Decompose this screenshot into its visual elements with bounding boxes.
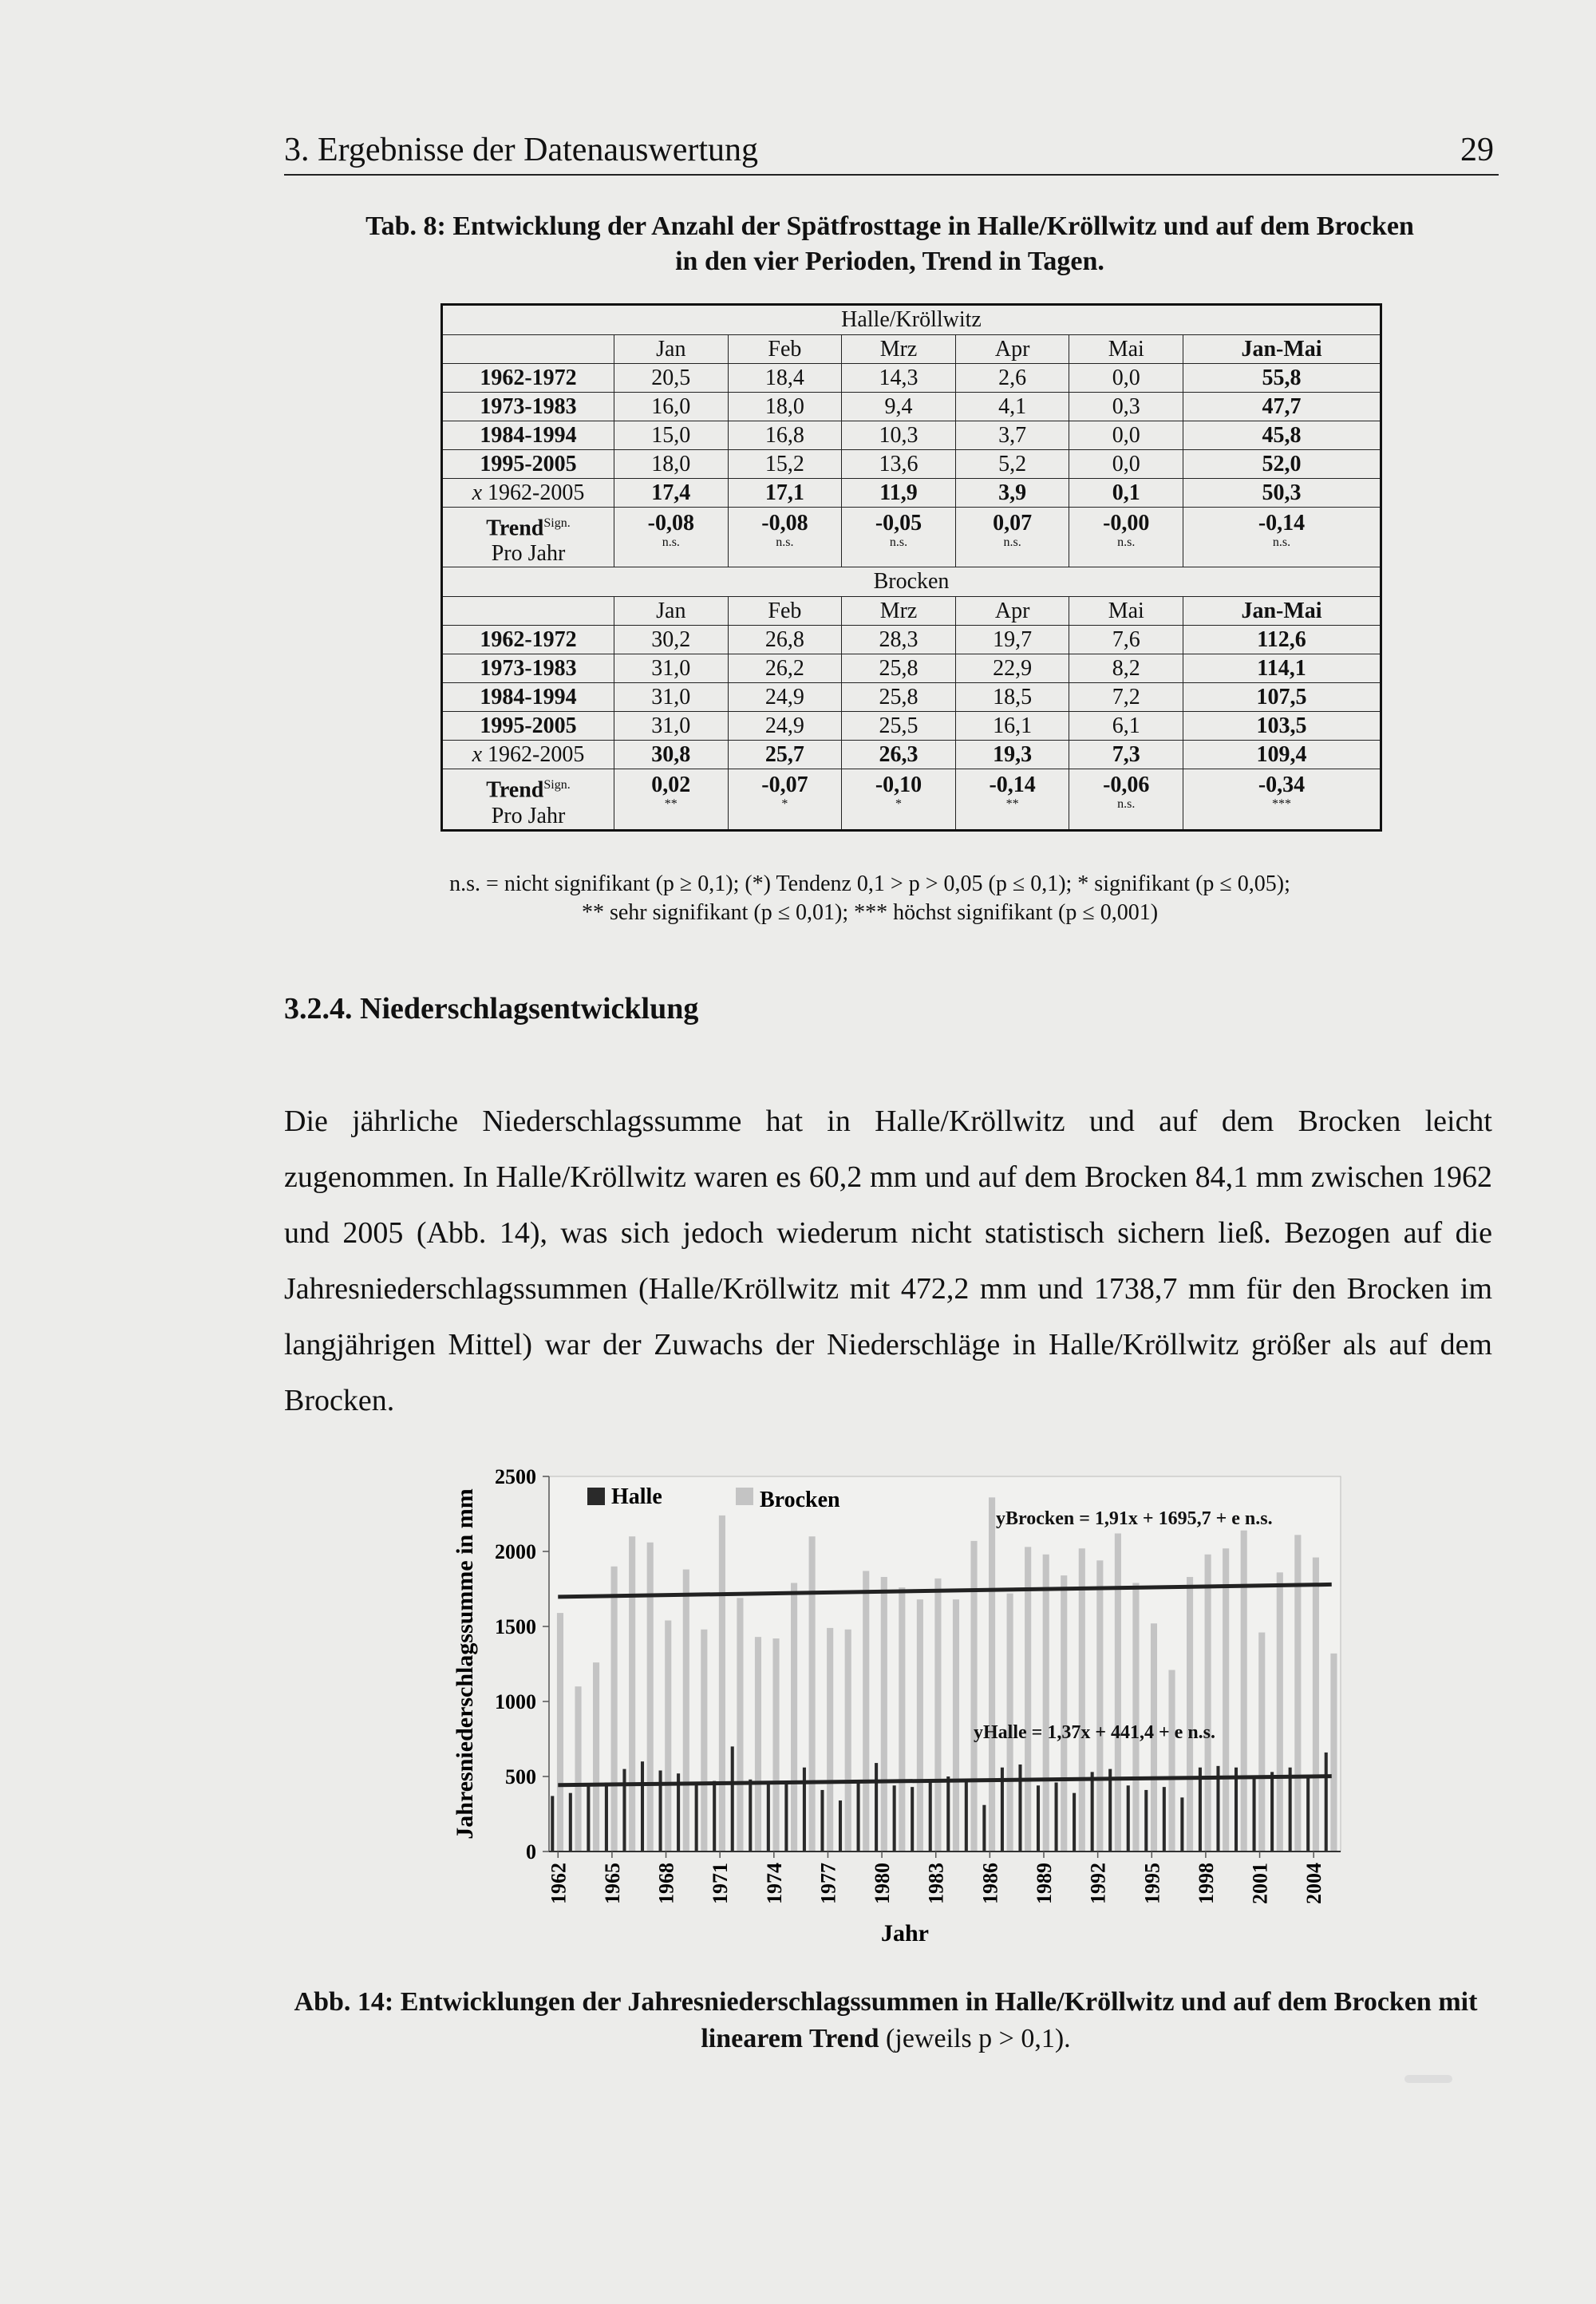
y-tick-label: 1500 <box>495 1615 536 1638</box>
halle-bar <box>713 1781 716 1851</box>
table-cell: 52,0 <box>1183 450 1381 479</box>
legend-swatch-halle <box>587 1488 605 1505</box>
halle-bar <box>695 1783 698 1851</box>
table-cell: 15,0 <box>614 421 729 450</box>
brocken-bar <box>989 1497 995 1851</box>
trend-value: -0,34 <box>1258 773 1306 798</box>
halle-bar <box>551 1796 554 1851</box>
brocken-bar <box>1187 1577 1193 1851</box>
section-header: Brocken <box>442 567 1381 597</box>
x-tick-label: 2004 <box>1302 1863 1326 1904</box>
significance-mark: n.s. <box>1272 535 1291 549</box>
mean-cell: 50,3 <box>1183 479 1381 508</box>
halle-bar <box>1325 1753 1328 1851</box>
halle-bar <box>1199 1768 1202 1851</box>
brocken-bar <box>557 1613 563 1851</box>
trend-value: -0,08 <box>647 511 694 535</box>
table-note-line1: n.s. = nicht signifikant (p ≥ 0,1); (*) Tendenz 0,1 > p > 0,05 (p ≤ 0,1); * signifikant (p ≤ 0,05); <box>449 871 1290 896</box>
halle-bar <box>893 1785 896 1851</box>
table-row <box>442 421 1381 450</box>
table-row <box>442 712 1381 741</box>
halle-bar <box>1073 1793 1076 1851</box>
trend-cell <box>728 508 842 567</box>
table-cell: 0,3 <box>1069 393 1183 421</box>
table-row <box>442 393 1381 421</box>
halle-bar <box>929 1781 932 1851</box>
precipitation-chart <box>431 1460 1357 1955</box>
trend-sign-sup: Sign. <box>543 778 571 792</box>
brocken-bar <box>1168 1670 1175 1851</box>
trend-cell <box>955 508 1069 567</box>
table-cell: 0,0 <box>1069 450 1183 479</box>
legend-label-halle: Halle <box>611 1484 662 1509</box>
mean-cell: 3,9 <box>955 479 1069 508</box>
brocken-bar <box>647 1543 654 1851</box>
section-row <box>442 567 1381 597</box>
halle-bar <box>965 1780 968 1851</box>
brocken-bar <box>917 1599 923 1851</box>
trend-cell <box>614 508 729 567</box>
brocken-bar <box>845 1630 851 1851</box>
column-header: Jan <box>614 597 729 626</box>
halle-bar <box>641 1761 644 1851</box>
trend-value: -0,14 <box>989 773 1036 798</box>
trend-label <box>442 769 614 830</box>
column-header: Apr <box>955 335 1069 364</box>
brocken-bar <box>899 1587 905 1851</box>
x-tick-label: 1965 <box>600 1863 624 1904</box>
halle-bar <box>784 1781 788 1851</box>
brocken-bar <box>1241 1531 1247 1851</box>
significance-mark: * <box>781 797 788 812</box>
halle-bar <box>1018 1765 1021 1851</box>
table-cell: 31,0 <box>614 654 729 683</box>
halle-bar <box>1108 1769 1112 1851</box>
section-title: 3.2.4. Niederschlagsentwicklung <box>284 992 699 1026</box>
significance-mark: n.s. <box>776 535 794 549</box>
table-cell: 55,8 <box>1183 364 1381 393</box>
table-cell: 18,0 <box>728 393 842 421</box>
y-tick-label: 2000 <box>495 1540 536 1563</box>
brocken-bar <box>593 1662 599 1851</box>
halle-bar <box>1235 1768 1238 1851</box>
trend-sign-sup: Sign. <box>543 516 571 530</box>
brocken-bar <box>791 1583 797 1851</box>
halle-bar <box>731 1746 734 1851</box>
period-label: 1995-2005 <box>442 712 614 741</box>
brocken-bar <box>1313 1558 1319 1851</box>
trend-cell <box>728 769 842 830</box>
column-header: Mrz <box>842 597 956 626</box>
halle-bar <box>1091 1772 1094 1851</box>
halle-bar <box>1289 1768 1292 1851</box>
trend-cell <box>614 769 729 830</box>
brocken-bar <box>1277 1572 1283 1851</box>
mean-cell: 109,4 <box>1183 741 1381 769</box>
trend-label <box>442 508 614 567</box>
frost-days-table-wrapper <box>440 303 1382 832</box>
page-header <box>284 128 1499 176</box>
table-cell: 8,2 <box>1069 654 1183 683</box>
mean-period: 1962-2005 <box>482 741 585 767</box>
mean-row <box>442 741 1381 769</box>
section-row <box>442 305 1381 335</box>
table-cell: 25,8 <box>842 683 956 712</box>
mean-cell: 19,3 <box>955 741 1069 769</box>
halle-bar <box>767 1783 770 1851</box>
frost-days-table <box>440 303 1382 832</box>
mean-cell: 25,7 <box>728 741 842 769</box>
x-tick-label: 2001 <box>1248 1863 1272 1904</box>
halle-bar <box>587 1785 590 1851</box>
halle-bar <box>1253 1776 1256 1851</box>
trend-value: -0,06 <box>1103 773 1150 798</box>
trend-value: -0,05 <box>875 511 922 535</box>
brocken-bar <box>1043 1555 1049 1851</box>
table-cell: 0,0 <box>1069 364 1183 393</box>
trend-value: -0,00 <box>1103 511 1150 535</box>
brocken-bar <box>683 1570 689 1851</box>
per-year-label: Pro Jahr <box>491 541 566 567</box>
x-tick-label: 1992 <box>1086 1863 1110 1904</box>
trend-row <box>442 769 1381 830</box>
significance-mark: ** <box>1005 797 1019 812</box>
brocken-trend-label: yBrocken = 1,91x + 1695,7 + e n.s. <box>996 1508 1273 1529</box>
brocken-bar <box>970 1541 977 1851</box>
trend-value: -0,14 <box>1258 511 1306 535</box>
x-tick-label: 1989 <box>1033 1863 1056 1904</box>
table-cell: 31,0 <box>614 712 729 741</box>
trend-label-text: Trend <box>486 516 544 541</box>
mean-cell: 17,4 <box>614 479 729 508</box>
brocken-bar <box>755 1637 761 1851</box>
mean-cell: 17,1 <box>728 479 842 508</box>
brocken-bar <box>1132 1583 1139 1851</box>
brocken-bar <box>934 1579 941 1851</box>
period-label: 1973-1983 <box>442 654 614 683</box>
table-cell: 9,4 <box>842 393 956 421</box>
trend-cell <box>1183 769 1381 830</box>
per-year-label: Pro Jahr <box>491 803 566 828</box>
halle-bar <box>946 1776 950 1851</box>
halle-bar <box>605 1783 608 1851</box>
column-header: Feb <box>728 335 842 364</box>
brocken-bar <box>1079 1548 1085 1851</box>
table-cell: 7,6 <box>1069 626 1183 654</box>
table-cell: 18,4 <box>728 364 842 393</box>
halle-bar <box>1163 1787 1166 1851</box>
trend-cell <box>1183 508 1381 567</box>
x-tick-label: 1974 <box>762 1863 786 1904</box>
trend-value: 0,02 <box>651 773 691 798</box>
table-cell: 45,8 <box>1183 421 1381 450</box>
brocken-bar <box>1294 1535 1301 1851</box>
table-row <box>442 626 1381 654</box>
table-note-line2: ** sehr signifikant (p ≤ 0,01); *** höchst signifikant (p ≤ 0,001) <box>581 900 1159 925</box>
halle-trend-label: yHalle = 1,37x + 441,4 + e n.s. <box>974 1722 1216 1743</box>
significance-mark: n.s. <box>662 535 680 549</box>
brocken-bar <box>1223 1548 1229 1851</box>
section-header: Halle/Kröllwitz <box>442 305 1381 335</box>
table-cell: 107,5 <box>1183 683 1381 712</box>
table-cell: 16,8 <box>728 421 842 450</box>
brocken-bar <box>665 1620 671 1851</box>
y-tick-label: 1000 <box>495 1690 536 1713</box>
halle-bar <box>1127 1785 1130 1851</box>
brocken-bar <box>1025 1547 1031 1851</box>
x-tick-label: 1995 <box>1140 1863 1164 1904</box>
brocken-bar <box>737 1598 743 1851</box>
brocken-bar <box>1205 1555 1211 1851</box>
column-header-row <box>442 597 1381 626</box>
table-cell: 16,0 <box>614 393 729 421</box>
mean-row <box>442 479 1381 508</box>
brocken-bar <box>629 1536 635 1851</box>
table-row <box>442 450 1381 479</box>
table-cell: 4,1 <box>955 393 1069 421</box>
brocken-bar <box>809 1536 816 1851</box>
trend-cell <box>842 769 956 830</box>
brocken-bar <box>575 1686 581 1851</box>
x-tick-label: 1986 <box>978 1863 1002 1904</box>
trend-cell <box>842 508 956 567</box>
body-paragraph <box>284 1093 1492 1429</box>
table-cell: 18,0 <box>614 450 729 479</box>
trend-value: -0,10 <box>875 773 922 798</box>
mean-label <box>442 479 614 508</box>
halle-bar <box>1180 1797 1183 1851</box>
halle-bar <box>1306 1778 1310 1851</box>
table-row <box>442 364 1381 393</box>
chapter-title: 3. Ergebnisse der Datenauswertung <box>284 132 759 168</box>
significance-mark: n.s. <box>1117 535 1136 549</box>
column-header: Mai <box>1069 335 1183 364</box>
table-cell: 22,9 <box>955 654 1069 683</box>
paragraph-text: Die jährliche Niederschlagssumme hat in Halle/Kröllwitz und auf dem Brocken leicht zugenommen. In Halle/Kröllwitz waren es 60,2 mm und auf dem Brocken 84,1 mm zwischen 1962 und 2005 (Abb. 14), was sich jedoch wiederum nicht statistisch sichern ließ. Bezogen auf die Jahresniederschlagssummen (Halle/Kröllwitz mit 472,2 mm und 1738,7 mm für den Brocken im langjährigen Mittel) war der Zuwachs der Niederschläge in Halle/Kröllwitz größer als auf dem Brocken. <box>284 1105 1492 1417</box>
mean-label <box>442 741 614 769</box>
brocken-bar <box>863 1571 869 1851</box>
trend-value: -0,08 <box>761 511 808 535</box>
column-header: Feb <box>728 597 842 626</box>
table-cell: 7,2 <box>1069 683 1183 712</box>
trend-cell <box>1069 769 1183 830</box>
mean-period: 1962-2005 <box>482 480 585 505</box>
y-axis-label: Jahresniederschlagssumme in mm <box>452 1488 478 1840</box>
trend-label-text: Trend <box>486 777 544 803</box>
halle-bar <box>569 1793 572 1851</box>
halle-bar <box>749 1780 752 1851</box>
figure-caption-normal: (jeweils p > 0,1). <box>879 2024 1071 2053</box>
figure-caption <box>263 1984 1508 2057</box>
x-tick-label: 1998 <box>1194 1863 1218 1904</box>
table-cell: 14,3 <box>842 364 956 393</box>
column-header: Apr <box>955 597 1069 626</box>
halle-bar <box>1055 1783 1058 1851</box>
table-cell: 2,6 <box>955 364 1069 393</box>
brocken-bar <box>701 1630 707 1851</box>
mean-cell: 11,9 <box>842 479 956 508</box>
trend-row <box>442 508 1381 567</box>
period-label: 1995-2005 <box>442 450 614 479</box>
trend-value: 0,07 <box>993 511 1033 535</box>
brocken-bar <box>611 1567 618 1851</box>
column-header: Jan <box>614 335 729 364</box>
x-tick-label: 1968 <box>654 1863 678 1904</box>
halle-bar <box>1037 1785 1040 1851</box>
column-header: Mai <box>1069 597 1183 626</box>
halle-bar <box>820 1790 824 1851</box>
brocken-bar <box>1330 1654 1337 1851</box>
period-label: 1984-1994 <box>442 421 614 450</box>
halle-bar <box>857 1783 860 1851</box>
table-cell: 20,5 <box>614 364 729 393</box>
brocken-bar <box>1096 1560 1103 1851</box>
mean-cell: 30,8 <box>614 741 729 769</box>
period-label: 1984-1994 <box>442 683 614 712</box>
mean-symbol: x <box>472 741 483 767</box>
column-header: Mrz <box>842 335 956 364</box>
corner-cell <box>442 335 614 364</box>
mean-cell: 26,3 <box>842 741 956 769</box>
y-tick-label: 2500 <box>495 1465 536 1488</box>
brocken-bar <box>1258 1633 1265 1851</box>
table-cell: 10,3 <box>842 421 956 450</box>
x-tick-label: 1971 <box>709 1863 733 1904</box>
halle-bar <box>911 1787 914 1851</box>
significance-mark: *** <box>1272 797 1292 812</box>
table-cell: 26,8 <box>728 626 842 654</box>
table-cell: 31,0 <box>614 683 729 712</box>
table-caption-line2: in den vier Perioden, Trend in Tagen. <box>675 247 1104 276</box>
significance-mark: n.s. <box>889 535 908 549</box>
legend-label-brocken: Brocken <box>760 1488 840 1512</box>
brocken-bar <box>1115 1533 1121 1851</box>
table-cell: 26,2 <box>728 654 842 683</box>
table-cell: 5,2 <box>955 450 1069 479</box>
trend-cell <box>1069 508 1183 567</box>
table-cell: 28,3 <box>842 626 956 654</box>
table-cell: 25,5 <box>842 712 956 741</box>
x-axis-label: Jahr <box>881 1920 929 1946</box>
mean-symbol: x <box>472 480 483 505</box>
table-row <box>442 683 1381 712</box>
trend-value: -0,07 <box>761 773 808 798</box>
column-header-row <box>442 335 1381 364</box>
trend-cell <box>955 769 1069 830</box>
significance-mark: ** <box>664 797 678 812</box>
brocken-bar <box>827 1628 833 1851</box>
table-caption-line1: Tab. 8: Entwicklung der Anzahl der Spätfrosttage in Halle/Kröllwitz und auf dem Brocken <box>365 211 1414 241</box>
halle-bar <box>622 1769 626 1851</box>
brocken-bar <box>953 1599 959 1851</box>
period-label: 1973-1983 <box>442 393 614 421</box>
table-cell: 13,6 <box>842 450 956 479</box>
table-cell: 112,6 <box>1183 626 1381 654</box>
table-cell: 3,7 <box>955 421 1069 450</box>
halle-bar <box>839 1800 842 1851</box>
table-cell: 103,5 <box>1183 712 1381 741</box>
x-tick-label: 1977 <box>816 1863 840 1904</box>
halle-bar <box>1144 1790 1148 1851</box>
page-number: 29 <box>1460 132 1494 168</box>
significance-mark: * <box>895 797 903 812</box>
halle-bar <box>982 1805 986 1851</box>
brocken-bar <box>719 1516 725 1851</box>
table-cell: 6,1 <box>1069 712 1183 741</box>
y-tick-label: 0 <box>526 1840 536 1863</box>
table-cell: 0,0 <box>1069 421 1183 450</box>
table-cell: 25,8 <box>842 654 956 683</box>
figure-caption-bold: Abb. 14: Entwicklungen der Jahresniederschlagssummen in Halle/Kröllwitz und auf dem Brocken mit linearem Trend <box>294 1987 1478 2053</box>
table-row <box>442 654 1381 683</box>
table-cell: 15,2 <box>728 450 842 479</box>
column-header: Jan-Mai <box>1183 335 1381 364</box>
table-cell: 30,2 <box>614 626 729 654</box>
table-cell: 47,7 <box>1183 393 1381 421</box>
legend-swatch-brocken <box>736 1488 753 1505</box>
halle-bar <box>875 1763 878 1851</box>
brocken-bar <box>1061 1575 1067 1851</box>
significance-mark: n.s. <box>1117 797 1136 812</box>
table-cell: 18,5 <box>955 683 1069 712</box>
brocken-bar <box>881 1577 887 1851</box>
y-tick-label: 500 <box>505 1765 536 1788</box>
table-cell: 16,1 <box>955 712 1069 741</box>
brocken-bar <box>772 1638 779 1851</box>
table-cell: 114,1 <box>1183 654 1381 683</box>
corner-cell <box>442 597 614 626</box>
table-cell: 24,9 <box>728 683 842 712</box>
x-tick-label: 1980 <box>871 1863 895 1904</box>
mean-cell: 7,3 <box>1069 741 1183 769</box>
period-label: 1962-1972 <box>442 364 614 393</box>
table-cell: 24,9 <box>728 712 842 741</box>
scan-smudge <box>1404 2075 1452 2083</box>
x-tick-label: 1962 <box>547 1863 571 1904</box>
period-label: 1962-1972 <box>442 626 614 654</box>
column-header: Jan-Mai <box>1183 597 1381 626</box>
table-cell: 19,7 <box>955 626 1069 654</box>
halle-bar <box>1270 1772 1274 1851</box>
significance-mark: n.s. <box>1003 535 1021 549</box>
mean-cell: 0,1 <box>1069 479 1183 508</box>
halle-bar <box>803 1768 806 1851</box>
x-tick-label: 1983 <box>924 1863 948 1904</box>
